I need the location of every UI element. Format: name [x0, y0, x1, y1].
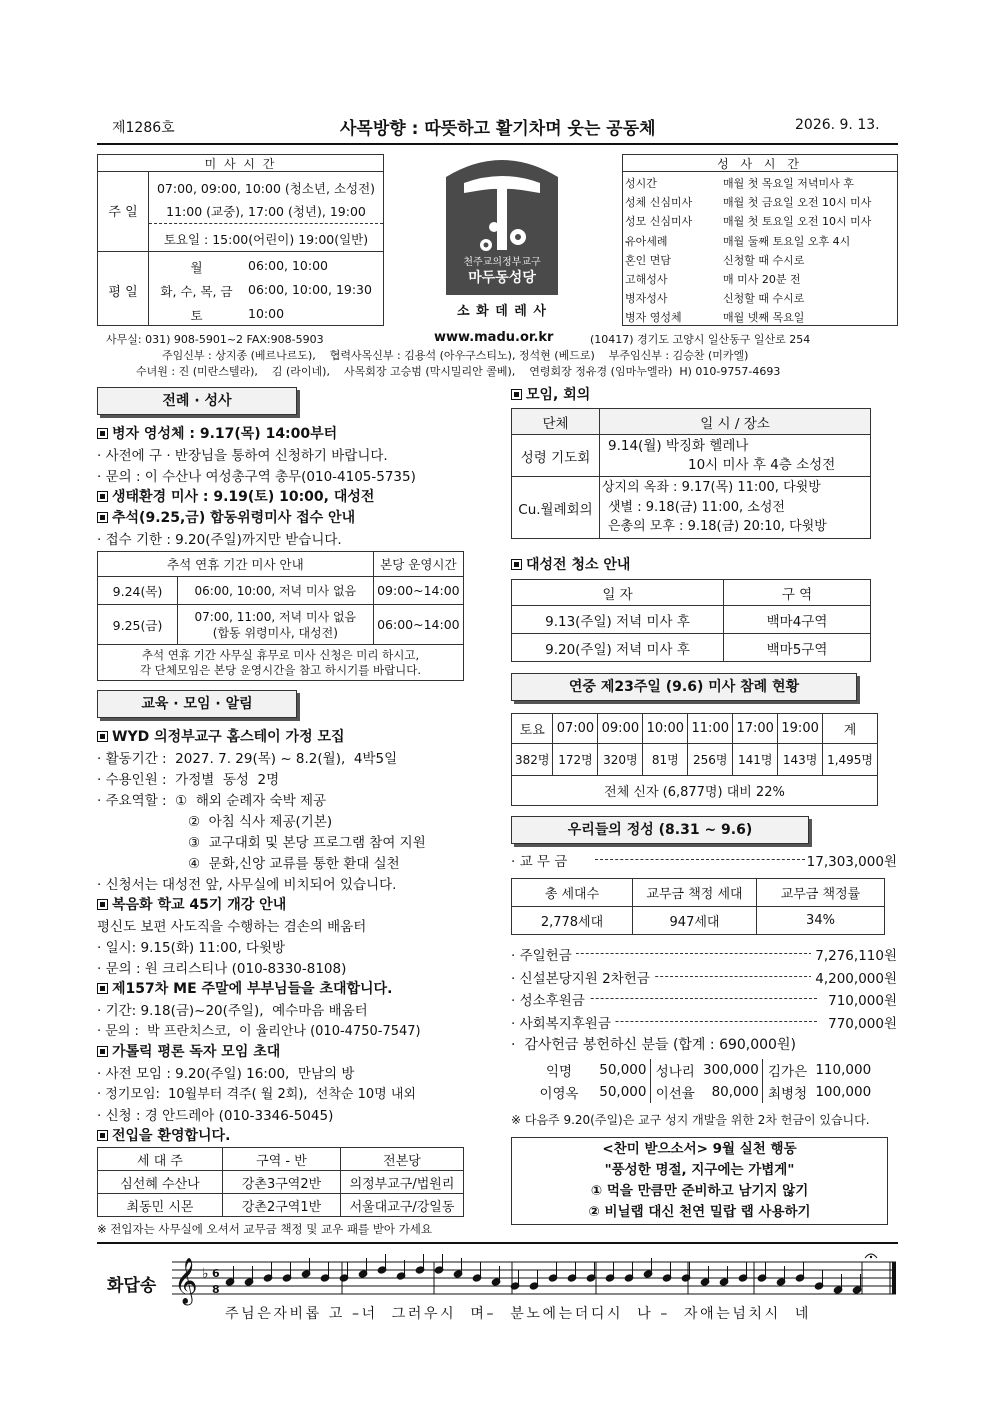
laudato-si-box [511, 1137, 888, 1225]
donor-name: 이영옥 [539, 1086, 579, 1102]
tithe-value: 17,303,000원 [806, 854, 897, 870]
chuseok-note: 추석 연휴 기간 사무실 휴무로 미사 신청은 미리 하시고, 각 단체모임은 본당 운영시간을 참고 하시기를 바랍니다. [98, 645, 464, 681]
meeting-group-2: Cu.월례회의 [512, 477, 600, 539]
offering-row [511, 944, 897, 967]
welcome-col-district: 구역 - 반 [223, 1148, 341, 1171]
attendance-col-header: 10:00 [643, 714, 688, 744]
wyd-heading: WYD 의정부교구 홈스테이 가정 모집 [97, 726, 345, 746]
priests-line: 주임신부 : 상지종 (베르나르도), 협력사목신부 : 김용석 (아우구스티노), 정석현 (베드로) 부주임신부 : 김승찬 (미카엘) [162, 349, 749, 362]
chuseok-col-mass: 추석 연휴 기간 미사 안내 [98, 552, 374, 577]
review-pre-meeting: · 사전 모임 : 9.20(주일) 16:00, 만남의 방 [97, 1066, 355, 1082]
psalm-label: 화답송 [107, 1276, 157, 1296]
weekday-day-2: 화, 수, 목, 금 [160, 284, 233, 299]
attendance-value: 256명 [688, 744, 733, 776]
second-collection-note: ※ 다음주 9.20(주일)은 교구 성지 개발을 위한 2차 헌금이 있습니다. [511, 1113, 870, 1127]
meeting-group-1: 성령 기도회 [512, 435, 600, 477]
checkbox-icon [511, 559, 522, 570]
sacrament-time: 신청할 때 수시로 [723, 253, 805, 267]
sacrament-row [625, 175, 897, 194]
sunday-line-2: 11:00 (교중), 17:00 (청년), 19:00 [166, 204, 366, 219]
attendance-col-header: 09:00 [598, 714, 643, 744]
welcome-col-householder: 세 대 주 [98, 1148, 223, 1171]
welcome-district-2: 강촌2구역1반 [223, 1194, 341, 1217]
chuseok-date-2: 9.25(금) [98, 605, 178, 645]
sacrament-name: 병자성사 [625, 292, 668, 306]
sacrament-name: 고해성사 [625, 272, 668, 286]
sacrament-name: 성체 신심미사 [625, 196, 693, 210]
sick-line-2: · 문의 : 이 수산나 여성총구역 총무(010-4105-5735) [97, 469, 416, 485]
sacrament-row [625, 271, 897, 290]
sacrament-times-box [622, 154, 898, 326]
mass-times-box [97, 154, 384, 326]
issue-number: 제1286호 [112, 120, 175, 136]
checkbox-icon [97, 1130, 108, 1141]
patron-saint: 소 화 데 레 사 [457, 304, 547, 319]
checkbox-icon [97, 1046, 108, 1057]
me-period: · 기간: 9.18(금)~20(주일), 예수마음 배움터 [97, 1003, 368, 1019]
sick-line-1: · 사전에 구 · 반장님을 통하여 신청하기 바랍니다. [97, 448, 388, 464]
sacrament-name: 병자 영성체 [625, 311, 682, 325]
laudato-action-1: ① 먹을 만큼만 준비하고 남기지 않기 [590, 1183, 809, 1199]
offering-leader [551, 953, 817, 954]
sacrament-row [625, 194, 897, 213]
weekday-day-3: 토 [190, 308, 203, 323]
psalm-staff [172, 1248, 898, 1306]
cleaning-table [511, 579, 871, 662]
svg-text:♭: ♭ [202, 1266, 209, 1282]
sacrament-row [625, 252, 897, 271]
me-contact: · 문의 : 박 프란치스코, 이 율리안나 (010-4750-7547) [97, 1024, 421, 1039]
tithe-col-rate: 교무금 책정률 [757, 879, 885, 907]
me-weekend-heading: 제157차 ME 주말에 부부님들을 초대합니다. [97, 978, 392, 998]
review-reader-heading: 가톨릭 평론 독자 모임 초대 [97, 1041, 280, 1061]
offering-label: · 사회복지후원금 [511, 1012, 615, 1032]
offering-label: · 신설본당지원 2차헌금 [511, 967, 654, 987]
sunday-line-1: 07:00, 09:00, 10:00 (청소년, 소성전) [156, 181, 376, 196]
offering-value: 770,000원 [824, 1012, 897, 1032]
cleaning-date-2: 9.20(주일) 저녁 미사 후 [512, 634, 724, 662]
cleaning-area-1: 백마4구역 [724, 606, 871, 634]
chuseok-hours-2: 06:00~14:00 [373, 605, 463, 645]
sacrament-name: 유아세례 [625, 234, 668, 248]
tithe-table [511, 878, 885, 935]
checkbox-icon [97, 983, 108, 994]
donor-table [530, 1059, 874, 1103]
meeting-table [511, 408, 871, 539]
sacrament-name: 혼인 면담 [625, 253, 672, 267]
sick-communion-heading: 병자 영성체 : 9.17(목) 14:00부터 [97, 423, 337, 443]
diocese-name: 천주교의정부교구 [463, 257, 541, 268]
tithe-assessed: 947세대 [633, 907, 757, 935]
wyd-period: · 활동기간 : 2027. 7. 29(목) ~ 8.2(월), 4박5일 [97, 751, 398, 767]
saturday-line: 토요일 : 15:00(어린이) 19:00(일반) [163, 232, 369, 247]
table-row [512, 606, 871, 634]
chuseok-hours-1: 09:00~14:00 [373, 577, 463, 605]
chuseok-deadline: · 접수 기한 : 9.20(주일)까지만 받습니다. [97, 532, 342, 548]
attendance-ratio: 전체 신자 (6,877명) 대비 22% [512, 776, 878, 806]
pastoral-motto: 사목방향 : 따뜻하고 활기차며 웃는 공동체 [340, 119, 656, 139]
checkbox-icon [97, 899, 108, 910]
offering-label: · 주일헌금 [511, 944, 576, 964]
donor-name: 최병청 [768, 1086, 808, 1102]
welcome-parish-1: 의정부교구/법원리 [341, 1171, 464, 1194]
footer-divider [97, 1242, 898, 1244]
attendance-value: 143명 [778, 744, 823, 776]
table-row [98, 1194, 464, 1217]
welcome-note: ※ 전입자는 사무실에 오셔서 교무금 책정 및 교우 패를 받아 가세요 [97, 1222, 433, 1236]
attendance-value: 81명 [643, 744, 688, 776]
psalm-lyrics: 주님은자비롭 고 –너 그러우시 며– 분노에는더디시 나 – 자애는넘치시 네 [225, 1306, 812, 1322]
wyd-role-4: ④ 문화,신앙 교류를 통한 환대 실천 [188, 856, 400, 872]
tithe-rate: 34% [757, 907, 885, 935]
wyd-role-3: ③ 교구대회 및 본당 프로그램 참여 지원 [188, 835, 426, 851]
sacrament-title: 성 사 시 간 [623, 155, 897, 172]
chuseok-table [97, 551, 464, 681]
checkbox-icon [97, 428, 108, 439]
checkbox-icon [97, 731, 108, 742]
sacrament-time: 매월 첫 목요일 저녁미사 후 [723, 177, 854, 190]
cleaning-area-2: 백마5구역 [724, 634, 871, 662]
sacrament-row [625, 309, 897, 328]
chuseok-col-hours: 본당 운영시간 [373, 552, 463, 577]
svg-text:6: 6 [212, 1267, 220, 1280]
attendance-table [511, 713, 878, 806]
attendance-col-header: 계 [823, 714, 878, 744]
attendance-value: 382명 [512, 744, 553, 776]
offering-row [511, 967, 897, 990]
mass-times-title: 미 사 시 간 [98, 155, 383, 172]
eco-mass-heading: 생태환경 미사 : 9.19(토) 10:00, 대성전 [97, 486, 374, 506]
attendance-col-header: 토요 [512, 714, 553, 744]
donor-amount: 50,000 [588, 1059, 650, 1081]
header-divider [97, 143, 898, 145]
sacrament-time: 매월 둘째 토요일 오후 4시 [723, 234, 851, 248]
mass-dashed-divider [149, 223, 383, 224]
wyd-capacity: · 수용인원 : 가정별 동성 2명 [97, 772, 280, 788]
donor-amount: 50,000 [588, 1081, 650, 1103]
svg-text:𝄞: 𝄞 [174, 1258, 198, 1304]
cleaning-heading: 대성전 청소 안내 [511, 554, 630, 574]
thanks-heading: · 감사헌금 봉헌하신 분들 (합계 : 690,000원) [511, 1037, 796, 1053]
laudato-action-2: ② 비닐랩 대신 천연 밀랍 랩 사용하기 [588, 1204, 811, 1220]
meeting-col-group: 단체 [512, 409, 600, 435]
tithe-label: · 교 무 금 [511, 854, 568, 870]
chuseok-mass-1: 06:00, 10:00, 저녁 미사 없음 [178, 577, 374, 605]
attendance-value: 1,495명 [823, 744, 878, 776]
donor-amount: 300,000 [700, 1059, 762, 1081]
attendance-col-header: 17:00 [733, 714, 778, 744]
sacrament-name: 성시간 [625, 177, 657, 190]
sunday-label: 주 일 [108, 205, 138, 220]
sacrament-time: 신청할 때 수시로 [723, 292, 805, 306]
parish-name: 마두동성당 [468, 270, 536, 286]
cleaning-date-1: 9.13(주일) 저녁 미사 후 [512, 606, 724, 634]
table-row [98, 1171, 464, 1194]
chuseok-mass-2: 07:00, 11:00, 저녁 미사 없음 (합동 위령미사, 대성전) [178, 605, 374, 645]
offering-items [511, 944, 897, 1034]
sacrament-list [625, 175, 897, 329]
wyd-application: · 신청서는 대성전 앞, 사무실에 비치되어 있습니다. [97, 877, 397, 893]
donor-amount: 110,000 [815, 1062, 872, 1078]
gospel-desc: 평신도 보편 사도직을 수행하는 겸손의 배움터 [97, 919, 367, 935]
cleaning-col-area: 구 역 [724, 580, 871, 606]
sacrament-time: 매월 넷째 목요일 [723, 311, 805, 325]
welcome-name-2: 최동민 시몬 [98, 1194, 223, 1217]
gospel-contact: · 문의 : 원 크리스티나 (010-8330-8108) [97, 961, 347, 977]
tithe-households: 2,778세대 [512, 907, 633, 935]
parish-address: (10417) 경기도 고양시 일산동구 일산로 254 [590, 333, 811, 346]
cleaning-col-date: 일 자 [512, 580, 724, 606]
tithe-col-households: 총 세대수 [512, 879, 633, 907]
offering-value: 710,000원 [824, 989, 897, 1009]
offering-row [511, 1012, 897, 1035]
attendance-col-header: 07:00 [553, 714, 598, 744]
offering-leader [551, 998, 817, 999]
offering-label: · 성소후원금 [511, 989, 589, 1009]
website-link[interactable]: www.madu.or.kr [434, 330, 554, 345]
sacrament-time: 매 미사 20분 전 [723, 272, 801, 286]
table-row [512, 477, 871, 539]
offering-value: 7,276,110원 [811, 944, 897, 964]
welcome-table [97, 1147, 464, 1217]
parish-logo [446, 155, 558, 295]
offering-row [511, 989, 897, 1012]
welcome-district-1: 강촌3구역2반 [223, 1171, 341, 1194]
laudato-slogan: "풍성한 명절, 지구에는 가볍게" [604, 1162, 795, 1178]
weekday-time-3: 10:00 [248, 306, 285, 321]
sacrament-time: 매월 첫 토요일 오전 10시 미사 [723, 215, 872, 229]
bulletin-date: 2026. 9. 13. [795, 117, 880, 133]
meeting-col-schedule: 일 시 / 장소 [600, 409, 871, 435]
attendance-value: 141명 [733, 744, 778, 776]
offering-title: 우리들의 정성 (8.31 ~ 9.6) [511, 816, 809, 844]
welcome-heading: 전입을 환영합니다. [97, 1125, 230, 1145]
meeting-schedule-1: 9.14(월) 박징화 헬레나 10시 미사 후 4층 소성전 [600, 435, 871, 477]
wyd-role-1: · 주요역할 : ① 해외 순례자 숙박 제공 [97, 793, 327, 809]
meeting-schedule-2: 상지의 옥좌 : 9.17(목) 11:00, 다윗방 샛별 : 9.18(금) 11:00, 소성전 은총의 모후 : 9.18(금) 20:10, 다윗방 [600, 477, 871, 539]
review-apply: · 신청 : 경 안드레아 (010-3346-5045) [97, 1108, 334, 1124]
welcome-col-prev-parish: 전본당 [341, 1148, 464, 1171]
donor-name: 이선율 [655, 1086, 695, 1102]
weekday-time-1: 06:00, 10:00 [248, 258, 328, 273]
checkbox-icon [97, 491, 108, 502]
donor-name: 성나리 [655, 1064, 695, 1080]
donor-amount: 80,000 [700, 1081, 762, 1103]
weekday-label: 평 일 [108, 285, 138, 300]
weekday-day-1: 월 [190, 260, 203, 275]
donor-name: 김가은 [768, 1064, 808, 1080]
mass-row-divider [98, 251, 383, 252]
sacrament-name: 성모 신심미사 [625, 215, 693, 229]
tithe-leader [595, 859, 805, 860]
table-row [512, 634, 871, 662]
donor-name: 익명 [545, 1064, 573, 1080]
wyd-role-2: ② 아침 식사 제공(기본) [188, 814, 333, 830]
offering-value: 4,200,000원 [811, 967, 897, 987]
attendance-value: 320명 [598, 744, 643, 776]
tithe-col-assessed: 교무금 책정 세대 [633, 879, 757, 907]
table-row [512, 435, 871, 477]
attendance-title: 연중 제23주일 (9.6) 미사 참례 현황 [511, 673, 857, 701]
staff-line: 수녀원 : 진 (미란스텔라), 김 (라이네), 사목회장 고승범 (막시밀리안 콜베), 연령회장 정유경 (임마누엘라) H) 010-9757-4693 [136, 365, 781, 378]
svg-text:8: 8 [212, 1283, 220, 1296]
sacrament-row [625, 213, 897, 232]
sacrament-row [625, 233, 897, 252]
chuseok-heading: 추석(9.25,금) 합동위령미사 접수 안내 [97, 507, 355, 527]
gospel-school-heading: 복음화 학교 45기 개강 안내 [97, 894, 286, 914]
weekday-time-2: 06:00, 10:00, 19:30 [248, 282, 372, 297]
sacrament-time: 매월 첫 금요일 오전 10시 미사 [723, 196, 872, 210]
chuseok-date-1: 9.24(목) [98, 577, 178, 605]
sacrament-row [625, 290, 897, 309]
meeting-heading: 모임, 회의 [511, 384, 590, 404]
tithe-row [511, 850, 897, 870]
attendance-col-header: 19:00 [778, 714, 823, 744]
checkbox-icon [97, 512, 108, 523]
liturgy-section-title: 전례 · 성사 [97, 387, 297, 415]
checkbox-icon [511, 389, 522, 400]
attendance-value: 172명 [553, 744, 598, 776]
welcome-name-1: 심선혜 수산나 [98, 1171, 223, 1194]
office-phone: 사무실: 031) 908-5901~2 FAX:908-5903 [106, 333, 324, 346]
review-regular: · 정기모임: 10월부터 격주( 월 2회), 선착순 10명 내외 [97, 1087, 416, 1102]
gospel-date: · 일시: 9.15(화) 11:00, 다윗방 [97, 940, 286, 956]
laudato-title: <찬미 받으소서> 9월 실천 행동 [602, 1141, 797, 1157]
welcome-parish-2: 서울대교구/강일동 [341, 1194, 464, 1217]
attendance-col-header: 11:00 [688, 714, 733, 744]
donor-amount: 100,000 [815, 1084, 872, 1100]
education-section-title: 교육 · 모임 · 알림 [97, 690, 297, 718]
